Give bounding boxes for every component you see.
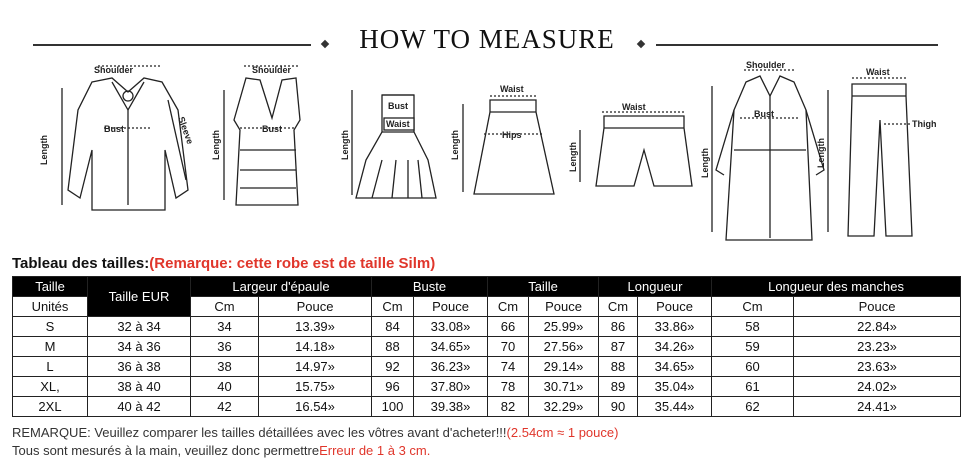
header-unites: Unités — [13, 297, 88, 317]
coat-illustration — [700, 60, 824, 240]
table-cell: 40 à 42 — [88, 397, 191, 417]
header-longueur: Longueur — [599, 277, 712, 297]
pants-thigh-label: Thigh — [912, 119, 937, 129]
table-cell: 24.41» — [794, 397, 961, 417]
table-cell: 59 — [712, 337, 794, 357]
table-cell: 62 — [712, 397, 794, 417]
header-cm: Cm — [191, 297, 259, 317]
table-cell: 29.14» — [529, 357, 599, 377]
table-cell: 2XL — [13, 397, 88, 417]
table-cell: 78 — [488, 377, 529, 397]
table-cell: 74 — [488, 357, 529, 377]
header-largeur-epaule: Largeur d'épaule — [191, 277, 372, 297]
table-cell: 39.38» — [414, 397, 488, 417]
table-cell: 40 — [191, 377, 259, 397]
table-cell: 70 — [488, 337, 529, 357]
diamond-ornament-left — [321, 40, 329, 48]
blouse-illustration — [39, 65, 195, 210]
table-cell: 87 — [599, 337, 638, 357]
header-cm: Cm — [488, 297, 529, 317]
table-cell: 35.04» — [638, 377, 712, 397]
table-cell: 22.84» — [794, 317, 961, 337]
header-taille: Taille — [13, 277, 88, 297]
pants-length-label: Length — [816, 138, 826, 168]
skirt-illustration — [450, 84, 554, 194]
table-cell: 33.08» — [414, 317, 488, 337]
blouse-sleeve-label: Sleeve — [176, 115, 196, 146]
shorts-waist-label: Waist — [622, 102, 646, 112]
table-cell: 32.29» — [529, 397, 599, 417]
size-chart-caption — [12, 255, 435, 272]
note-line-2 — [12, 443, 430, 458]
note-text: Tous sont mesurés à la main, veuillez donc permettre — [12, 443, 320, 458]
dress-bust-label: Bust — [388, 101, 408, 111]
table-cell: 42 — [191, 397, 259, 417]
size-table — [12, 276, 961, 417]
coat-bust-label: Bust — [754, 109, 774, 119]
table-cell: 34 — [191, 317, 259, 337]
header-pouce: Pouce — [414, 297, 488, 317]
note-text: REMARQUE: Veuillez comparer les tailles détaillées avec les vôtres avant d'acheter!!! — [12, 425, 507, 440]
diamond-ornament-right — [637, 40, 645, 48]
table-cell: 27.56» — [529, 337, 599, 357]
table-cell: 16.54» — [259, 397, 372, 417]
table-cell: L — [13, 357, 88, 377]
table-cell: 34 à 36 — [88, 337, 191, 357]
table-cell: 66 — [488, 317, 529, 337]
table-cell: 24.02» — [794, 377, 961, 397]
divider-left — [33, 44, 311, 46]
table-cell: 88 — [599, 357, 638, 377]
coat-shoulder-label: Shoulder — [746, 60, 786, 70]
table-cell: 38 — [191, 357, 259, 377]
table-cell: 100 — [372, 397, 414, 417]
table-row — [13, 317, 961, 337]
table-cell: 58 — [712, 317, 794, 337]
shorts-length-label: Length — [568, 142, 578, 172]
table-cell: 14.97» — [259, 357, 372, 377]
table-cell: 38 à 40 — [88, 377, 191, 397]
header-taille-col: Taille — [488, 277, 599, 297]
table-cell: 96 — [372, 377, 414, 397]
tank-length-label: Length — [211, 130, 221, 160]
header-taille-eur: Taille EUR — [88, 277, 191, 317]
table-header-row — [13, 277, 961, 297]
table-cell: S — [13, 317, 88, 337]
table-cell: 84 — [372, 317, 414, 337]
table-cell: 35.44» — [638, 397, 712, 417]
table-row — [13, 377, 961, 397]
table-row — [13, 337, 961, 357]
note-error-margin: Erreur de 1 à 3 cm. — [319, 443, 431, 458]
dress-length-label: Length — [340, 130, 350, 160]
table-cell: 34.65» — [414, 337, 488, 357]
table-row — [13, 357, 961, 377]
caption-remark: (Remarque: cette robe est de taille Silm) — [149, 255, 436, 272]
coat-length-label: Length — [700, 148, 710, 178]
table-row — [13, 397, 961, 417]
shorts-illustration — [568, 102, 692, 186]
note-conversion: (2.54cm ≈ 1 pouce) — [506, 425, 619, 440]
pants-waist-label: Waist — [866, 67, 890, 77]
dress-illustration — [340, 90, 436, 198]
header-pouce: Pouce — [638, 297, 712, 317]
table-cell: 61 — [712, 377, 794, 397]
table-cell: 90 — [599, 397, 638, 417]
table-cell: 36.23» — [414, 357, 488, 377]
tank-bust-label: Bust — [262, 124, 282, 134]
header-pouce: Pouce — [259, 297, 372, 317]
skirt-length-label: Length — [450, 130, 460, 160]
table-cell: 33.86» — [638, 317, 712, 337]
table-cell: 34.65» — [638, 357, 712, 377]
blouse-length-label: Length — [39, 135, 49, 165]
table-cell: 60 — [712, 357, 794, 377]
table-cell: 36 — [191, 337, 259, 357]
note-line-1 — [12, 425, 618, 440]
header-cm: Cm — [712, 297, 794, 317]
header-pouce: Pouce — [529, 297, 599, 317]
page-title: HOW TO MEASURE — [359, 24, 615, 54]
caption-label: Tableau des tailles: — [12, 255, 150, 272]
table-cell: 88 — [372, 337, 414, 357]
header-longueur-manches: Longueur des manches — [712, 277, 961, 297]
table-cell: 92 — [372, 357, 414, 377]
table-cell: 25.99» — [529, 317, 599, 337]
table-cell: 37.80» — [414, 377, 488, 397]
divider-right — [656, 44, 938, 46]
table-cell: 32 à 34 — [88, 317, 191, 337]
header-cm: Cm — [372, 297, 414, 317]
table-cell: 23.23» — [794, 337, 961, 357]
header-pouce: Pouce — [794, 297, 961, 317]
table-cell: 14.18» — [259, 337, 372, 357]
table-cell: 34.26» — [638, 337, 712, 357]
dress-waist-label: Waist — [386, 119, 410, 129]
table-cell: 15.75» — [259, 377, 372, 397]
table-cell: 13.39» — [259, 317, 372, 337]
pants-illustration — [816, 67, 937, 236]
table-cell: XL, — [13, 377, 88, 397]
blouse-bust-label: Bust — [104, 124, 124, 134]
header-buste: Buste — [372, 277, 488, 297]
table-cell: 86 — [599, 317, 638, 337]
tank-shoulder-label: Shoulder — [252, 65, 292, 75]
table-cell: 82 — [488, 397, 529, 417]
skirt-hips-label: Hips — [502, 130, 522, 140]
table-cell: 89 — [599, 377, 638, 397]
table-cell: 30.71» — [529, 377, 599, 397]
header-cm: Cm — [599, 297, 638, 317]
tank-illustration — [211, 65, 300, 205]
table-cell: 36 à 38 — [88, 357, 191, 377]
skirt-waist-label: Waist — [500, 84, 524, 94]
blouse-shoulder-label: Shoulder — [94, 65, 134, 75]
measurement-illustrations — [0, 55, 971, 250]
table-cell: 23.63» — [794, 357, 961, 377]
table-cell: M — [13, 337, 88, 357]
